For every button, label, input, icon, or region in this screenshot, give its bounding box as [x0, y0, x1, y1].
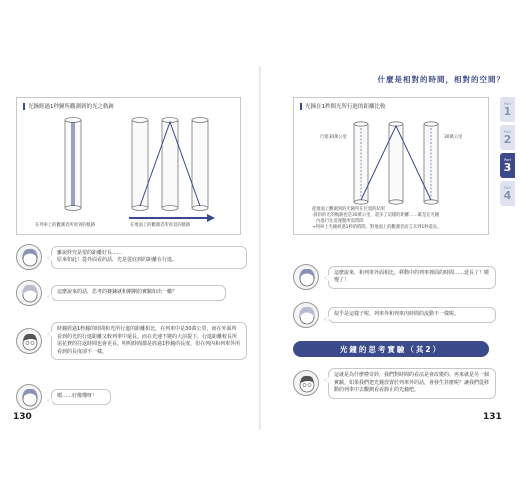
- figure-note: ‧斜斜的光的軌跡也是30萬公里，還多了這樣的距離……確是在光鐘: [312, 213, 440, 218]
- page-number-right: 131: [483, 412, 502, 422]
- tab-part-4[interactable]: Part 4: [500, 181, 515, 206]
- speech-bubble: 這麼說來的話，思考的賽鍊就和剛剛的實驗如出一轍？: [51, 285, 226, 301]
- part-tabs: [500, 97, 515, 209]
- speech-bubble: 雖說終究是很的距離好長…… 原來如此！從外面看的話，光是從底到的距離在行進。: [51, 246, 247, 269]
- figure-title-right: 光鐘在1秒間光所行進的距離比較: [300, 102, 386, 110]
- speech-bubble: 這麼說來，和列車外面相比，移動中的列車裡面的時間……延長了！變慢了！: [328, 266, 496, 289]
- page-number-left: 130: [13, 412, 32, 422]
- dialogue-row: [293, 368, 496, 399]
- girl-avatar-icon: [293, 264, 319, 290]
- girl-avatar-icon: [16, 280, 42, 306]
- tab-part-1[interactable]: Part 1: [500, 97, 515, 122]
- light-clock-diagram-left: [17, 98, 242, 236]
- label-traveled-30: 行進30萬公里: [320, 135, 347, 140]
- girl-avatar-icon: [16, 244, 42, 270]
- girl-avatar-icon: [16, 384, 42, 410]
- figure-box-left: [16, 97, 241, 235]
- figure-note: 內進行往返運動所需時間: [312, 219, 364, 224]
- girl-avatar-icon: [293, 302, 319, 328]
- caption-left: 在列車上的觀測者所看到的軌跡: [35, 223, 96, 228]
- speech-bubble: 似乎是這樣子呢，列車外和列車內時間的流動不一樣呢。: [328, 307, 496, 323]
- label-30km: 30萬公里: [444, 135, 463, 140]
- man-avatar-icon: [293, 370, 319, 396]
- tab-part-3[interactable]: Part 3: [500, 153, 515, 178]
- figure-title-left: 光鐘經過1秒鐘所觀測到的光之軌跡: [23, 102, 114, 110]
- man-avatar-icon: [16, 328, 42, 354]
- speech-bubble: 時鐘經過1秒鐘的時間和光所行進的距離相比，在列車中是30萬公里，而在外面所看到的光的行進距離又較列車中還長。而在光速不變的大前提下，行進距離較長所需花費的往返時間也會更長。明明時間都是經過1秒鐘的長度，但在列內和列車外所看到的長度卻不一樣。: [51, 322, 247, 360]
- figure-box-right: [293, 97, 489, 235]
- dialogue-row: [293, 302, 496, 328]
- clock-cylinder: [354, 122, 438, 204]
- speech-bubble: 這就是為什麼啦奇妙，我們對時間的看法是會改變的。再來就是另一個實驗，如果我們把光鐘放置於列車外的話，會發生甚麼呢？讓我們從移動的列車中去觀測看看靜止的光鐘吧。: [328, 368, 496, 399]
- speech-bubble: 嗯……好像懂呀！: [51, 389, 111, 405]
- figure-note: 從地面上觀測到的光鐘所在位置的結果: [312, 207, 386, 212]
- clock-cylinder: [65, 118, 81, 211]
- figure-note: →列車上光鐘經過1秒的時間，對地面上的觀測者而言未到1秒還長。: [312, 225, 442, 230]
- caption-right: 在地面上的觀測者所看見的軌跡: [130, 223, 191, 228]
- section-banner: 光鐘的思考實驗（其2）: [293, 341, 489, 357]
- dialogue-row: [16, 244, 247, 270]
- dialogue-row: [16, 280, 226, 306]
- running-head: 什麼是相對的時間，相對的空間？: [377, 75, 505, 84]
- dialogue-row: [293, 264, 496, 290]
- dialogue-row: [16, 322, 247, 360]
- dialogue-row: [16, 384, 111, 410]
- tab-part-2[interactable]: Part 2: [500, 125, 515, 150]
